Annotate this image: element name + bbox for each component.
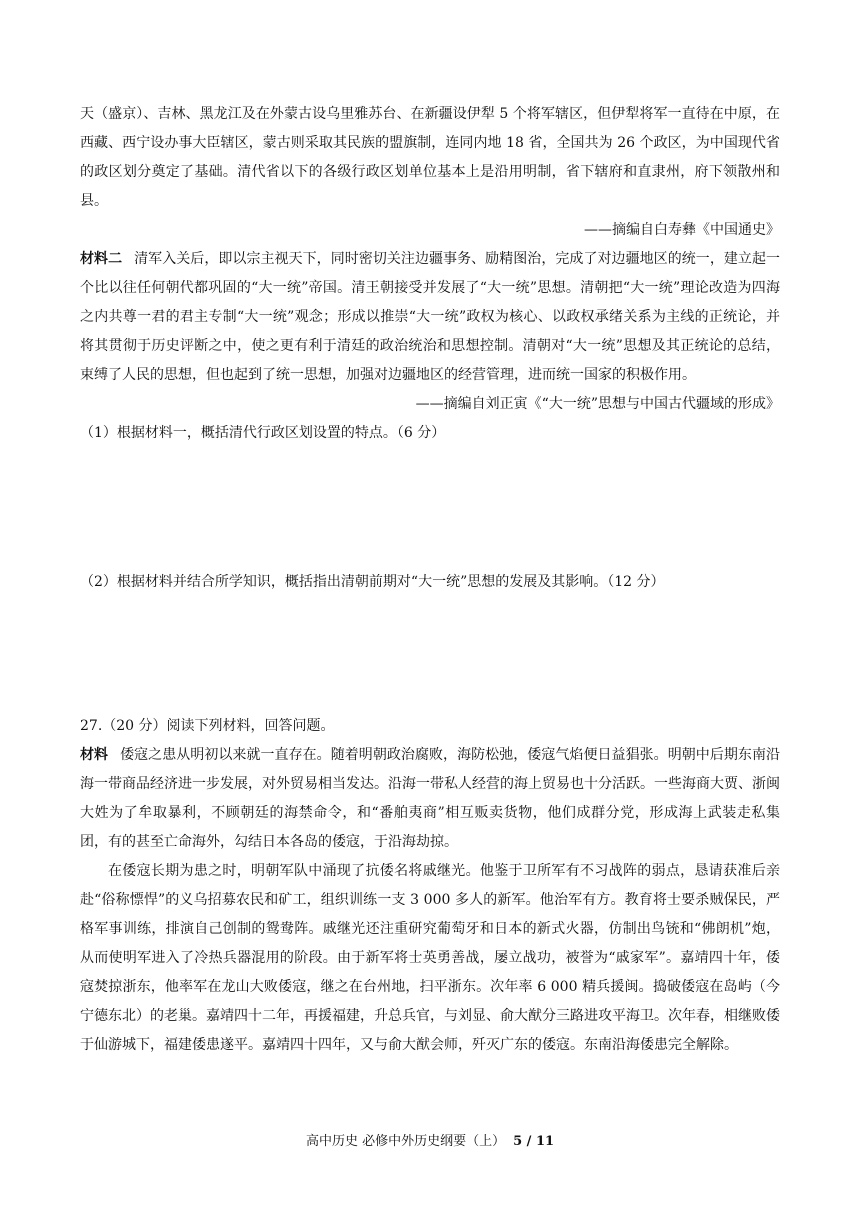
question-27-material-text: 倭寇之患从明初以来就一直存在。随着明朝政治腐败，海防松弛，倭寇气焰便日益猖张。明朝中后期东南沿海一带商品经济进一步发展，对外贸易相当发达。沿海一带私人经营的海上贸易也十分活跃。一些海商大贾、浙闽大姓为了牟取暴利，不顾朝廷的海禁命令，和“番舶夷商”相互贩卖货物，他们成群分党，形成海上武装走私集团，有的甚至亡命海外，勾结日本各岛的倭寇，于沿海劫掠。 xyxy=(80,747,781,850)
answer-space-1 xyxy=(80,448,780,568)
question-27-header: 27.（20 分）阅读下列材料，回答问题。 xyxy=(80,718,335,734)
material-two-source: ——摘编自刘正寅《“大一统”思想与中国古代疆域的形成》 xyxy=(415,396,780,412)
material-two-paragraph xyxy=(80,245,780,390)
material-two-label: 材料二 xyxy=(80,251,123,267)
question-27-material-label: 材料 xyxy=(80,747,109,763)
page-footer xyxy=(0,1132,860,1152)
page-number: 5 / 11 xyxy=(513,1134,555,1149)
question-27-material-paragraph-1 xyxy=(80,741,780,857)
question-1: （1）根据材料一，概括清代行政区划设置的特点。（6 分） xyxy=(80,425,446,441)
material-one-source: ——摘编自白寿彝《中国通史》 xyxy=(584,222,780,238)
question-27-material-paragraph-2: 在倭寇长期为患之时，明朝军队中涌现了抗倭名将戚继光。他鉴于卫所军有不习战阵的弱点，恳请获准后亲赴“俗称慓悍”的义乌招募农民和矿工，组织训练一支 3 000 多人的新军。他治军有方。教育将士要杀贼保民，严格军事训练，排演自己创制的鸳鸯阵。戚继光还注重研究葡萄牙和日本的新式火器，仿制出鸟铳和“佛朗机”炮，从而使明军进入了冷热兵器混用的阶段。由于新军将士英勇善战，屡立战功，被誉为“戚家军”。嘉靖四十年，倭寇焚掠浙东，他率军在龙山大败倭寇，继之在台州地，扫平浙东。次年率 6 000 精兵援闽。捣破倭寇在岛屿（今宁德东北）的老巢。嘉靖四十二年，再援福建，升总兵官，与刘显、俞大猷分三路进攻平海卫。次年春，相继败倭于仙游城下，福建倭患遂平。嘉靖四十四年，又与俞大猷会师，歼灭广东的倭寇。东南沿海倭患完全解除。 xyxy=(80,863,780,1053)
answer-space-2 xyxy=(80,597,780,712)
material-one-continuation: 天（盛京）、吉林、黑龙江及在外蒙古设乌里雅苏台、在新疆设伊犁 5 个将军辖区，但伊犁将军一直待在中原，在西藏、西宁设办事大臣辖区，蒙古则采取其民族的盟旗制，连同内地 18 省，全国共为 26 个政区，为中国现代省的政区划分奠定了基础。清代省以下的各级行政区划单位基本上是沿用明制，省下辖府和直隶州，府下领散州和县。 xyxy=(80,106,780,209)
document-body xyxy=(80,100,780,1060)
material-two-text: 清军入关后，即以宗主视天下，同时密切关注边疆事务、励精图治，完成了对边疆地区的统一，建立起一个比以往任何朝代都巩固的“大一统”帝国。清王朝接受并发展了“大一统”思想。清朝把“大一统”理论改造为四海之内共尊一君的君主专制“大一统”观念；形成以推崇“大一统”政权为核心、以政权承绪关系为主线的正统论，并将其贯彻于历史评断之中，使之更有利于清廷的政治统治和思想控制。清朝对“大一统”思想及其正统论的总结，束缚了人民的思想，但也起到了统一思想，加强对边疆地区的经营管理，进而统一国家的积极作用。 xyxy=(80,251,780,383)
question-2: （2）根据材料并结合所学知识，概括指出清朝前期对“大一统”思想的发展及其影响。（12 分） xyxy=(80,574,665,590)
footer-title: 高中历史 必修中外历史纲要（上） xyxy=(305,1134,506,1149)
